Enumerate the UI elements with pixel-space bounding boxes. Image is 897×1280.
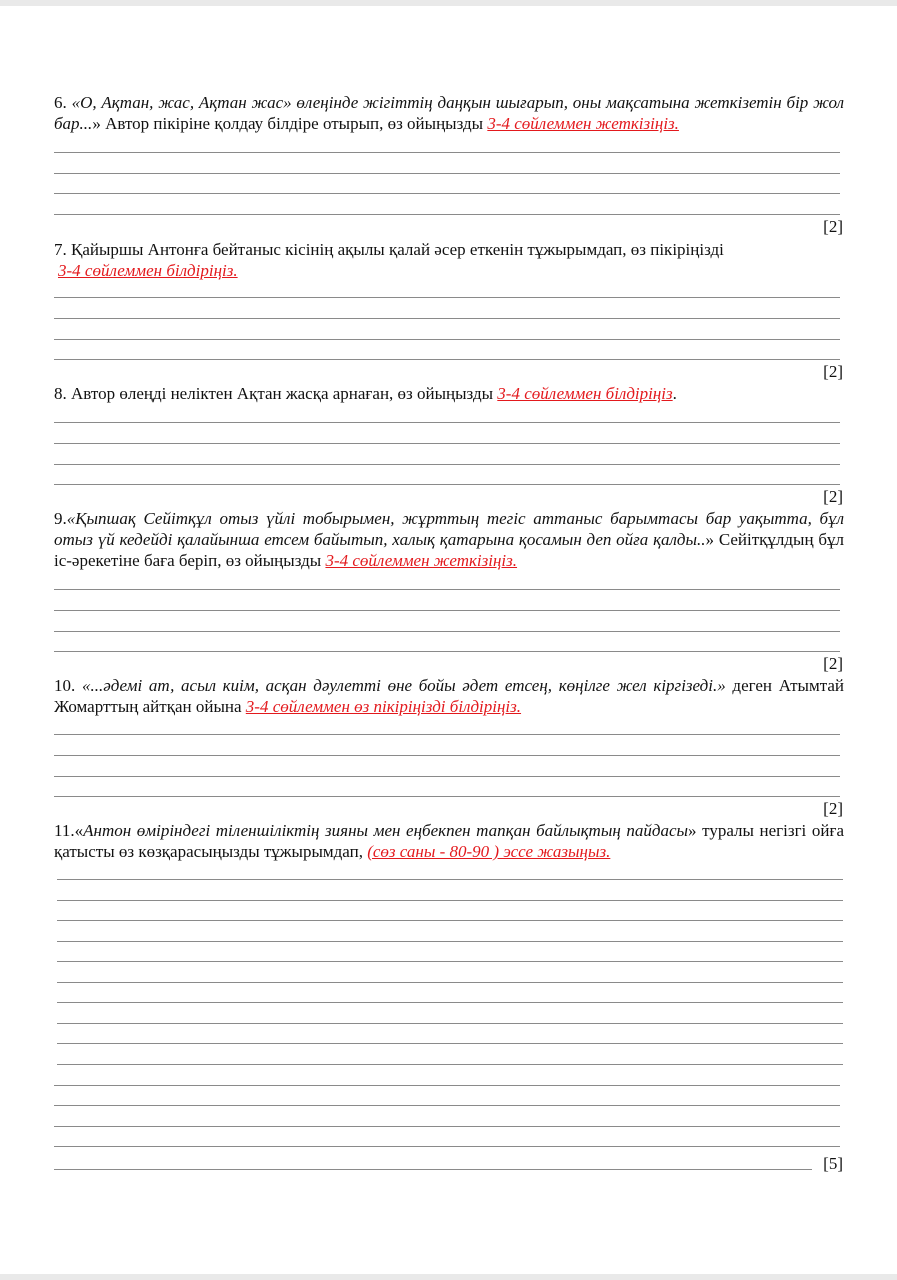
answer-requirement: 3-4 сөйлеммен білдіріңіз. — [58, 261, 238, 280]
question-text: Қайыршы Антонға бейтаныс кісінің ақылы қалай әсер еткенін тұжырымдап, өз пікіріңізді — [71, 240, 724, 259]
question-text: » туралы негізгі ойға қатысты өз көзқарасыңызды тұжырымдап, — [54, 821, 844, 861]
question-number: 10. — [54, 676, 82, 695]
answer-line[interactable] — [54, 734, 840, 735]
answer-line[interactable] — [54, 631, 840, 632]
question-number: 7. — [54, 240, 71, 259]
answer-line[interactable] — [54, 422, 840, 423]
answer-line[interactable] — [54, 173, 840, 174]
answer-line[interactable] — [54, 651, 840, 652]
answer-line[interactable] — [57, 1023, 843, 1024]
answer-line[interactable] — [54, 152, 840, 153]
question-text: деген Атымтай Жомарттың айтқан ойына — [54, 676, 845, 716]
answer-line[interactable] — [54, 193, 840, 194]
answer-line[interactable] — [54, 755, 840, 756]
answer-line[interactable] — [54, 1085, 840, 1086]
answer-line[interactable] — [54, 1169, 812, 1170]
question-9 — [54, 508, 844, 571]
worksheet-page — [0, 6, 897, 1274]
answer-line[interactable] — [57, 961, 843, 962]
answer-requirement: 3-4 сөйлеммен білдіріңіз — [497, 384, 673, 403]
answer-line[interactable] — [54, 339, 840, 340]
answer-line[interactable] — [54, 1126, 840, 1127]
answer-line[interactable] — [57, 900, 843, 901]
question-6 — [54, 92, 844, 134]
answer-line[interactable] — [57, 1064, 843, 1065]
answer-line[interactable] — [54, 1105, 840, 1106]
answer-line[interactable] — [54, 318, 840, 319]
score-mark: [2] — [823, 799, 843, 818]
answer-line[interactable] — [54, 776, 840, 777]
score-mark: [2] — [823, 217, 843, 236]
question-number: 9. — [54, 509, 67, 528]
question-8 — [54, 383, 844, 404]
answer-line[interactable] — [57, 1002, 843, 1003]
answer-requirement: 3-4 сөйлеммен жеткізіңіз. — [487, 114, 679, 133]
question-quote: «О, Ақтан, жас, Ақтан жас» өлеңінде жігіттің даңқын шығарып, оны мақсатына жеткізетін бір жол бар... — [54, 93, 844, 133]
question-text: Автор өлеңді неліктен Ақтан жасқа арнаған, өз ойыңызды — [71, 384, 498, 403]
answer-line[interactable] — [54, 589, 840, 590]
answer-line[interactable] — [57, 879, 843, 880]
score-mark: [5] — [823, 1154, 843, 1173]
score-mark: [2] — [823, 654, 843, 673]
question-11 — [54, 820, 844, 862]
answer-line[interactable] — [54, 484, 840, 485]
answer-requirement: (сөз саны - 80-90 ) эссе жазыңыз. — [367, 842, 611, 861]
question-number: 8. — [54, 384, 71, 403]
question-number: 11.« — [54, 821, 84, 840]
answer-line[interactable] — [54, 214, 840, 215]
answer-line[interactable] — [57, 1043, 843, 1044]
score-mark: [2] — [823, 362, 843, 381]
answer-line[interactable] — [57, 982, 843, 983]
question-end: . — [672, 384, 677, 403]
question-quote: «Қыпшақ Сейітқұл отыз үйлі тобырымен, жұрттың тегіс аттаныс барымтасы бар уақытта, бұл отыз үй кедейді қалайынша етсем байытып, халық қатарына қосамын деп ойға қалды.. — [54, 509, 844, 549]
answer-line[interactable] — [54, 796, 840, 797]
score-mark: [2] — [823, 487, 843, 506]
answer-requirement: 3-4 сөйлеммен өз пікіріңізді білдіріңіз. — [245, 697, 522, 716]
question-quote: «...әдемі ат, асыл киім, асқан дәулетті өне бойы әдет етсең, көңілге жел кіргізеді.» — [81, 676, 726, 695]
answer-line[interactable] — [54, 443, 840, 444]
answer-line[interactable] — [54, 464, 840, 465]
answer-line[interactable] — [57, 920, 843, 921]
question-number: 6. — [54, 93, 72, 112]
answer-line[interactable] — [54, 1146, 840, 1147]
answer-line[interactable] — [54, 610, 840, 611]
question-text: » Сейітқұлдың бұл іс-әрекетіне баға беріп, өз ойыңызды — [54, 530, 844, 570]
answer-line[interactable] — [57, 941, 843, 942]
answer-line[interactable] — [54, 297, 840, 298]
question-10 — [54, 675, 844, 717]
question-7 — [54, 239, 844, 281]
question-quote: Антон өміріндегі тіленшіліктің зияны мен еңбекпен тапқан байлықтың пайдасы — [83, 821, 689, 840]
question-text: » Автор пікіріне қолдау білдіре отырып, өз ойыңызды — [92, 114, 488, 133]
answer-requirement: 3-4 сөйлеммен жеткізіңіз. — [325, 551, 518, 570]
answer-line[interactable] — [54, 359, 840, 360]
